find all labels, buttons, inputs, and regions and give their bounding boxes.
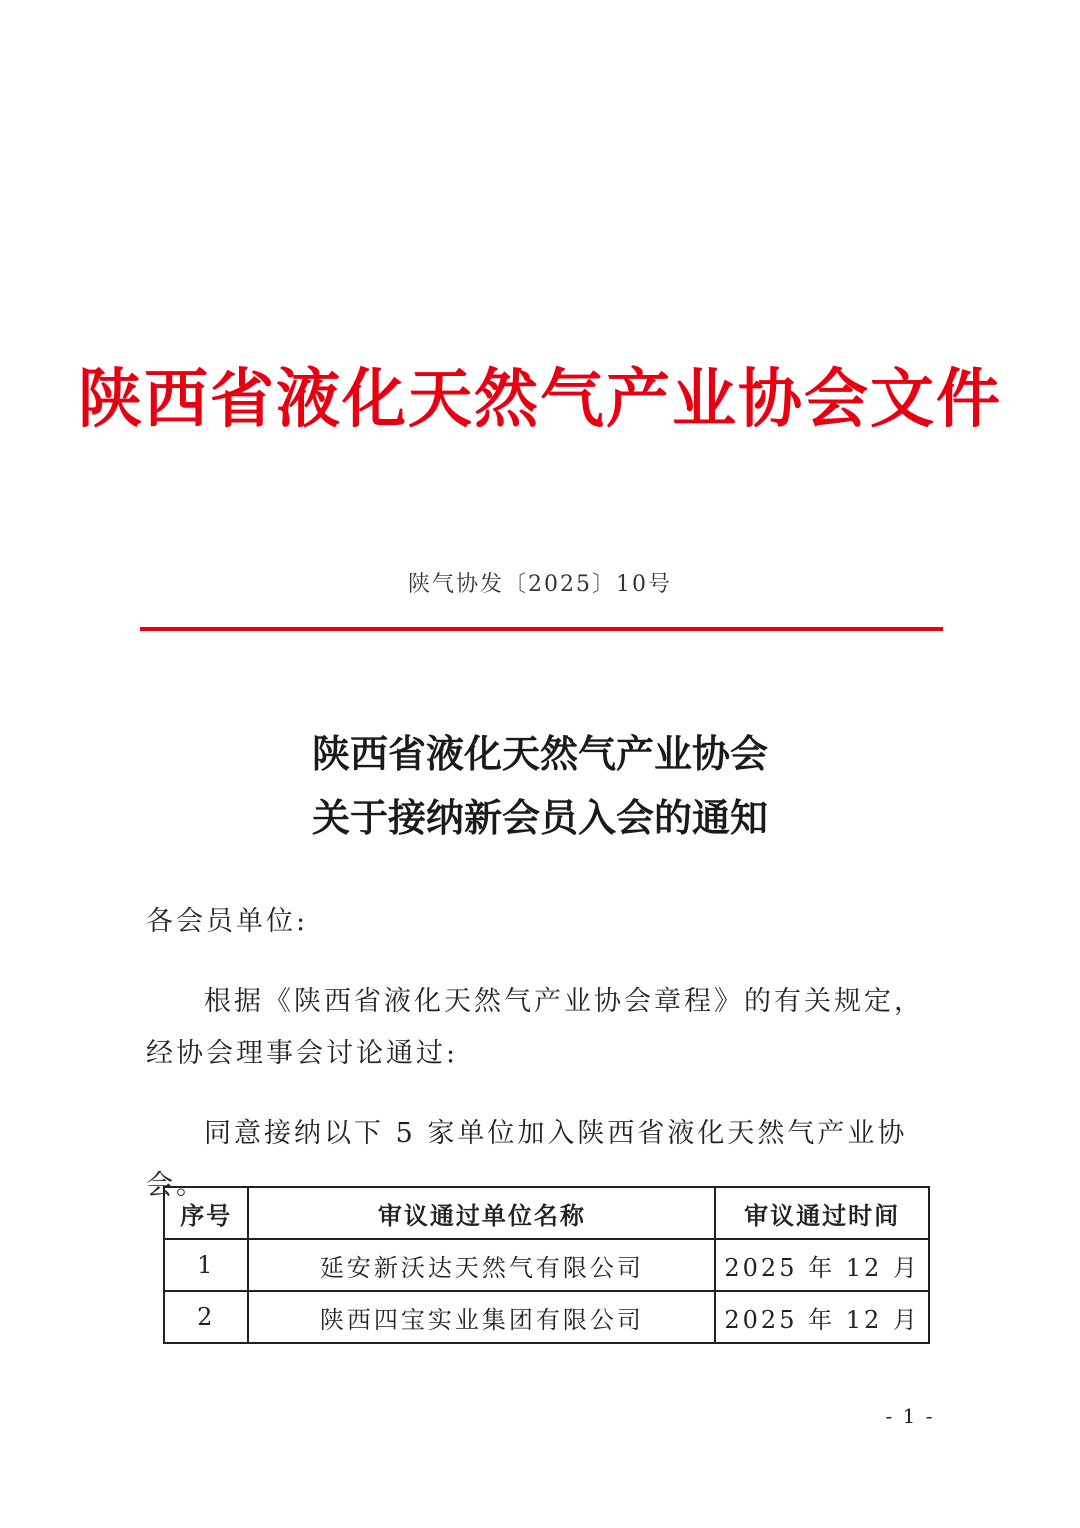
cell-unit-name: 延安新沃达天然气有限公司	[248, 1239, 715, 1291]
body-paragraph-1: 根据《陕西省液化天然气产业协会章程》的有关规定，经协会理事会讨论通过:	[146, 986, 924, 1069]
notice-title-line-1: 陕西省液化天然气产业协会	[311, 731, 768, 776]
issuer-title: 陕西省液化天然气产业协会文件	[78, 362, 1002, 437]
header-serial-number: 序号	[164, 1187, 248, 1239]
cell-approval-time: 2025 年 12 月	[715, 1291, 929, 1343]
notice-title-line-2: 关于接纳新会员入会的通知	[311, 795, 768, 840]
cell-serial-number: 2	[164, 1291, 248, 1343]
salutation: 各会员单位:	[146, 906, 309, 937]
table-row	[164, 1239, 929, 1291]
new-members-table	[163, 1186, 930, 1344]
table-header-row	[164, 1187, 929, 1239]
document-number: 陕气协发〔2025〕10号	[408, 572, 672, 597]
page-number: - 1 -	[885, 1404, 935, 1428]
header-unit-name: 审议通过单位名称	[248, 1187, 715, 1239]
header-approval-time: 审议通过时间	[715, 1187, 929, 1239]
body-paragraph-2: 同意接纳以下 5 家单位加入陕西省液化天然气产业协会。	[146, 1118, 908, 1201]
cell-serial-number: 1	[164, 1239, 248, 1291]
cell-unit-name: 陕西四宝实业集团有限公司	[248, 1291, 715, 1343]
cell-approval-time: 2025 年 12 月	[715, 1239, 929, 1291]
table-row	[164, 1291, 929, 1343]
red-divider-rule	[140, 627, 943, 631]
notice-title	[0, 722, 1080, 850]
